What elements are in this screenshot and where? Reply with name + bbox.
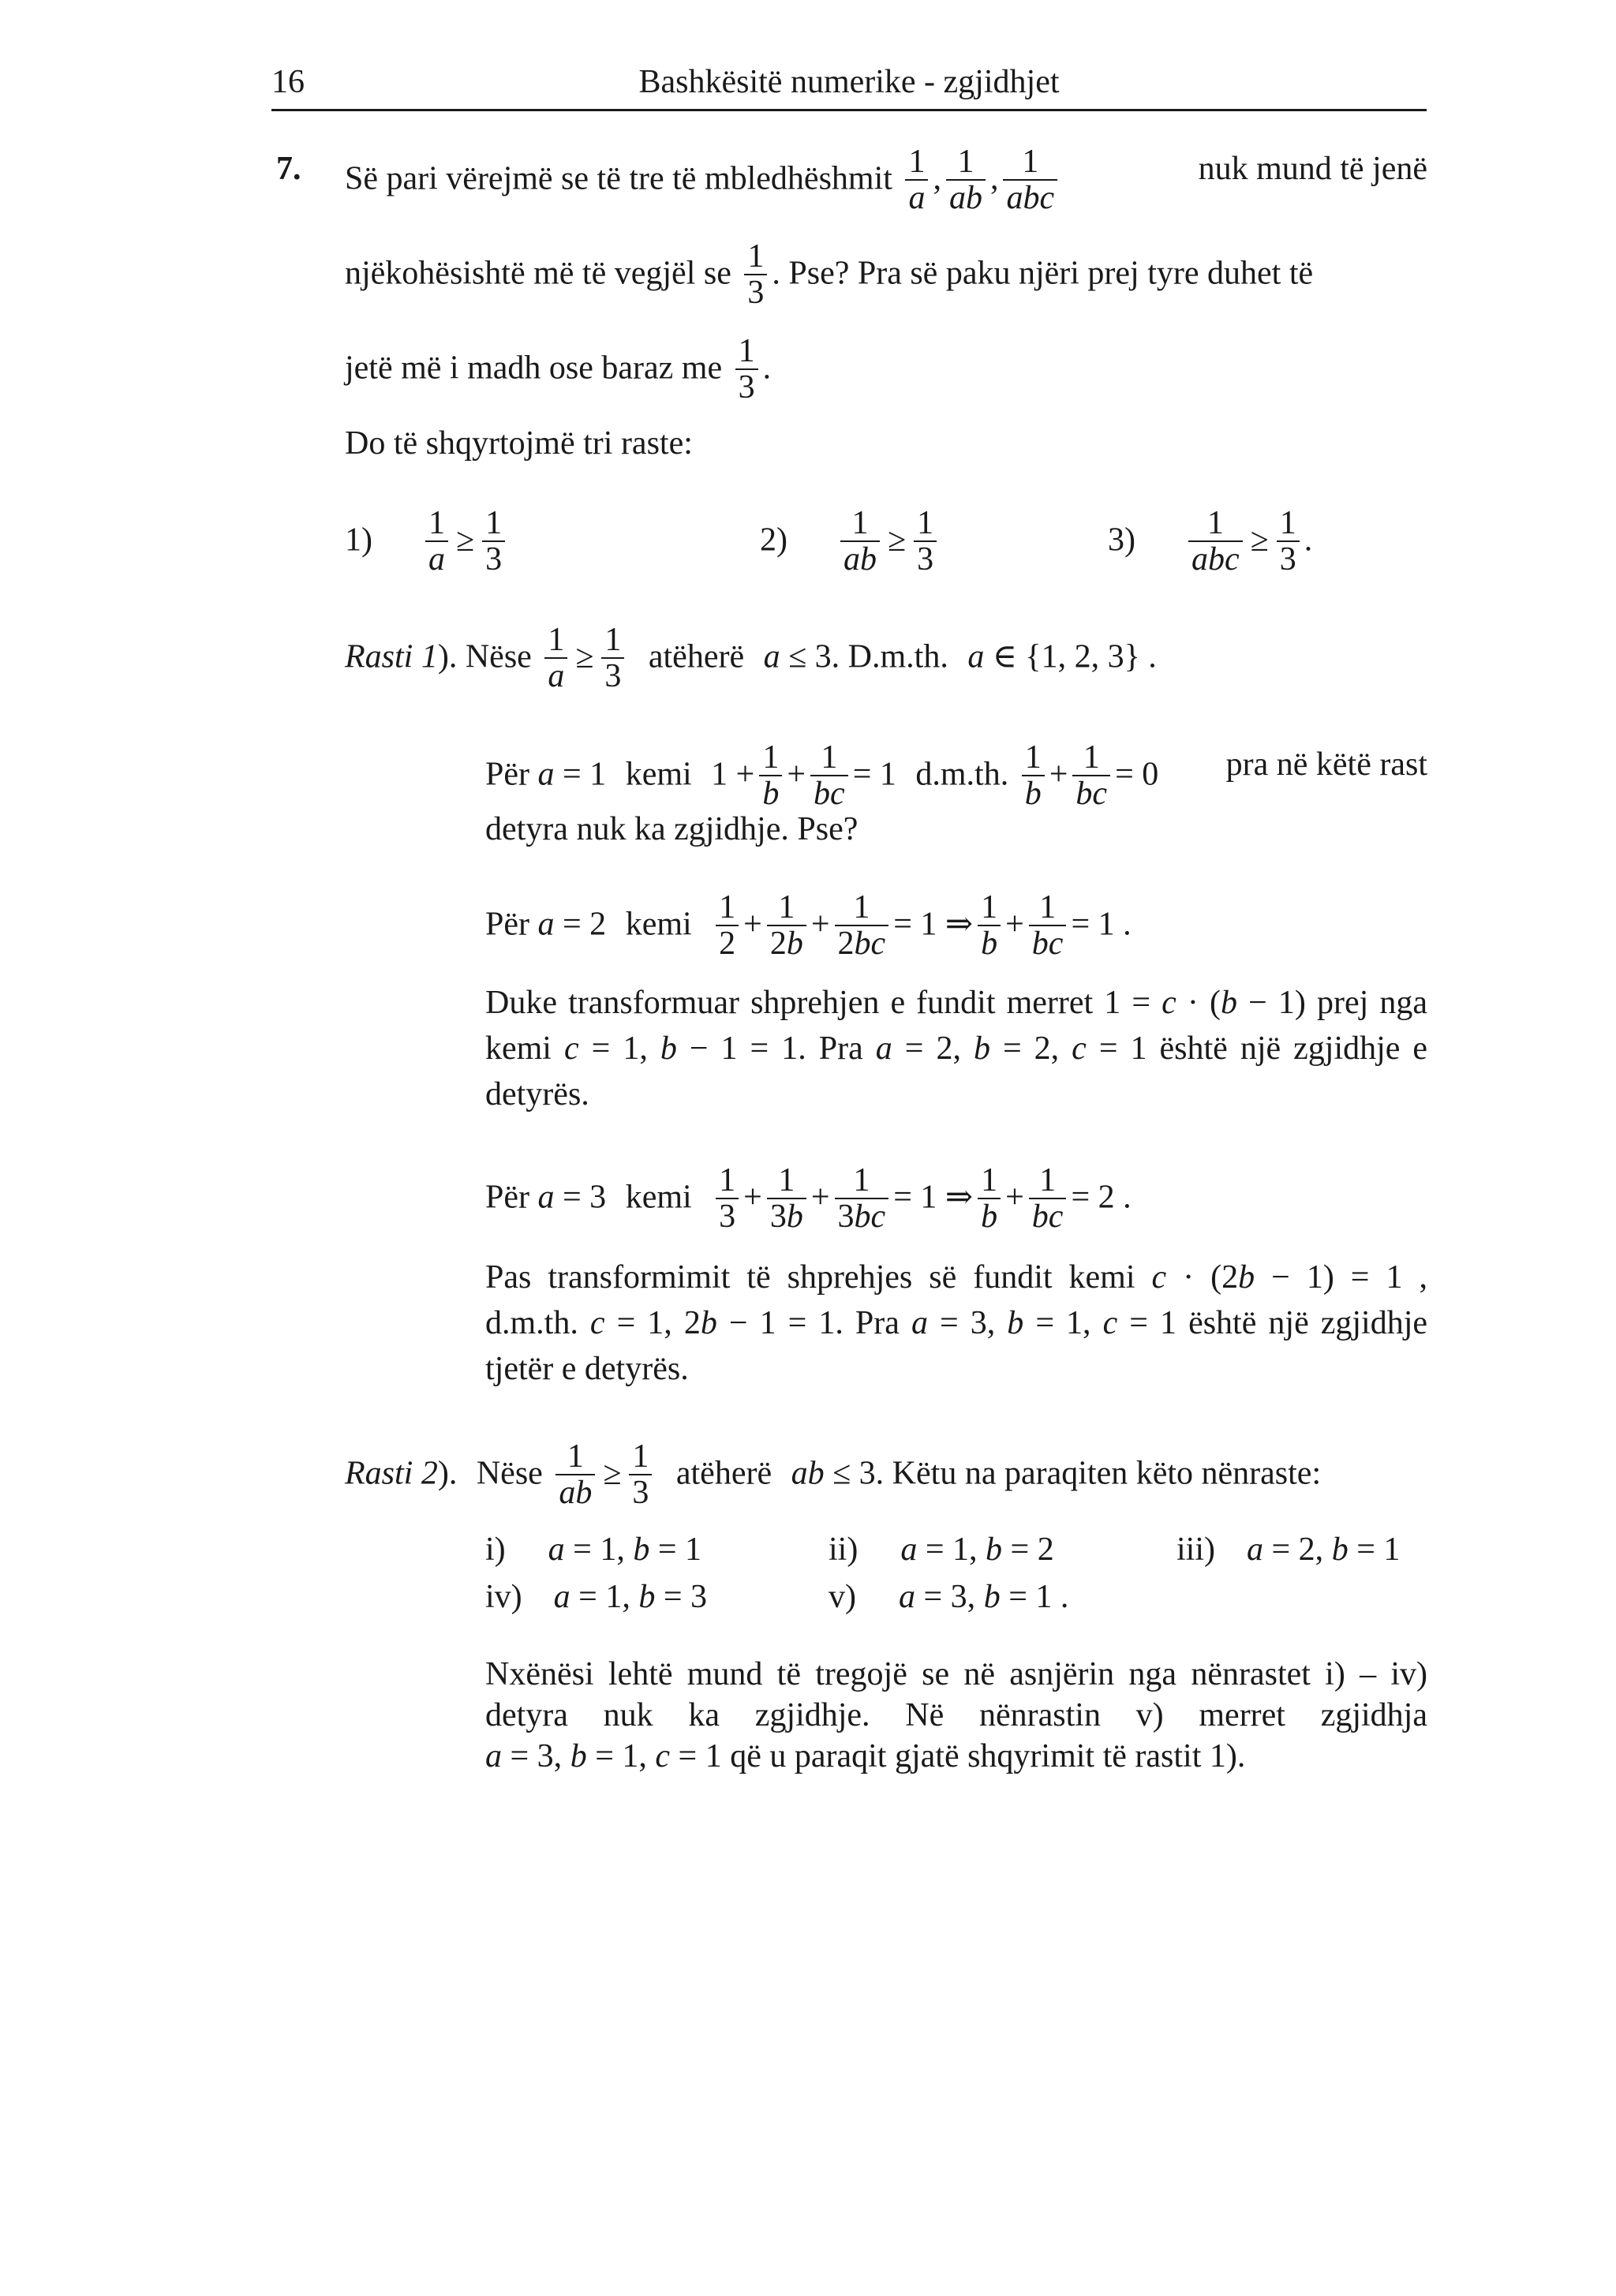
case-a3-line-3: tjetër e detyrës. [485, 1351, 689, 1387]
case-a2-line-3: detyrës. [485, 1076, 589, 1112]
fraction-1-over-ab: $\frac{1}{ab}$ [840, 506, 880, 577]
subcase-v: v) a = 3, b = 1 . [829, 1579, 1069, 1615]
intro-line-3: jetë më i madh ose baraz me $\frac{1}{3}$ . [345, 333, 772, 406]
rasti-2-line: Rasti 2). Nëse $\frac{1}{ab}$ ≥ $\frac{1}{3}$ atëherë ab ≤ 3. Këtu na paraqiten këto nënraste: [345, 1438, 1322, 1511]
fraction-1-over-3: $\frac{1}{3}$ [482, 506, 505, 577]
case-a2-line: Për a = 2 kemi $\frac{1}{2}$ + $\frac{1}{2b}$ + $\frac{1}{2bc}$ = 1 ⇒ $\frac{1}{b}$ + $\frac{1}{bc}$ = 1 . [485, 889, 1132, 962]
fraction-1-over-a: $\frac{1}{a}$ [905, 144, 928, 215]
case-a3-line: Për a = 3 kemi $\frac{1}{3}$ + $\frac{1}{3b}$ + $\frac{1}{3bc}$ = 1 ⇒ $\frac{1}{b}$ + $\frac{1}{bc}$ = 2 . [485, 1162, 1132, 1235]
problem-number: 7. [276, 151, 301, 187]
intro-line-1: Së pari vërejmë se të tre të mbledhëshmit $\frac{1}{a}$ , $\frac{1}{ab}$ , $\frac{1}{\text{abc}}$ nuk mund të jenë [345, 144, 1427, 216]
fraction-1-over-abc: $\frac{1}{\text{abc}}$ [1003, 144, 1057, 215]
rasti-1-line: Rasti 1). Nëse $\frac{1}{a}$ ≥ $\frac{1}{3}$ atëherë a ≤ 3. D.m.th. a ∈ {1, 2, 3} . [345, 622, 1157, 694]
fraction-1-over-ab: $\frac{1}{ab}$ [556, 1439, 595, 1510]
fraction-1-over-3: $\frac{1}{3}$ [601, 623, 624, 694]
subcase-ii: ii) a = 1, b = 2 [829, 1531, 1054, 1568]
fraction-1-over-a: $\frac{1}{a}$ [425, 506, 448, 577]
running-title: Bashkësitë numerike - zgjidhjet [638, 64, 1060, 100]
subcase-iii: iii) a = 2, b = 1 [1176, 1531, 1401, 1568]
rasti-1-label: Rasti 1 [345, 638, 438, 675]
case-label: 3) [1108, 522, 1135, 559]
case-3: 3) $\frac{1}{\text{abc}}$ ≥ $\frac{1}{3}$ . [1108, 505, 1313, 578]
intro-line-4: Do të shqyrtojmë tri raste: [345, 425, 693, 462]
case-a3-explanation: Pas transformimit të shprehjes së fundit kemi c · (2b − 1) = 1 , d.m.th. c = 1, 2b − 1 = 1. Pra a = 3, b = 1, c = 1 është një zgjidhje [485, 1259, 1428, 1341]
final-paragraph-line-2: detyra nuk ka zgjidhje. Në nënrastin v) merret zgjidhja [485, 1697, 1427, 1733]
intro-text-2b: . Pse? Pra së paku njëri prej tyre duhet të [772, 255, 1314, 292]
case-a1-line-2: detyra nuk ka zgjidhje. Pse? [485, 811, 858, 847]
case-1: 1) $\frac{1}{a}$ ≥ $\frac{1}{3}$ [345, 507, 510, 578]
fraction-1-over-abc: $\frac{1}{\text{abc}}$ [1188, 506, 1243, 577]
page-number: 16 [271, 64, 305, 100]
fraction-1-over-3: $\frac{1}{3}$ [914, 506, 937, 577]
intro-text-2a: njëkohësishtë më të vegjël se [345, 255, 731, 292]
fraction-1-over-3: $\frac{1}{3}$ [629, 1439, 652, 1510]
case-a1-line: Për a = 1 kemi 1 + $\frac{1}{b}$ + $\frac{1}{bc}$ = 1 d.m.th. $\frac{1}{b}$ + $\frac{1}{bc}$ = 0 pra në këtë rast [485, 739, 1427, 812]
fraction-1-over-3: $\frac{1}{3}$ [735, 334, 758, 405]
final-paragraph-line-3: a = 3, b = 1, c = 1 që u paraqit gjatë shqyrimit të rastit 1). [485, 1738, 1246, 1774]
intro-text-1a: Së pari vërejmë se të tre të mbledhëshmit [345, 160, 892, 197]
case-label: 1) [345, 522, 372, 559]
case-2: 2) $\frac{1}{ab}$ ≥ $\frac{1}{3}$ [760, 507, 941, 578]
case-a2-explanation: Duke transformuar shprehjen e fundit merret 1 = c · (b − 1) prej nga kemi c = 1, b − 1 = 1. Pra a = 2, b = 2, c = 1 është një zgjidhje e [485, 985, 1428, 1067]
intro-text-1b: nuk mund të jenë [1198, 151, 1427, 187]
case-label: 2) [760, 522, 787, 559]
fraction-1-over-a: $\frac{1}{a}$ [544, 623, 567, 694]
fraction-1-over-3: $\frac{1}{3}$ [744, 239, 767, 310]
fraction-1-over-3: $\frac{1}{3}$ [1277, 506, 1300, 577]
page-header [271, 63, 1427, 111]
subcase-iv: iv) a = 1, b = 3 [485, 1579, 708, 1615]
fraction-1-over-ab: $\frac{1}{ab}$ [946, 144, 986, 215]
rasti-2-label: Rasti 2 [345, 1455, 438, 1492]
intro-text-3: jetë më i madh ose baraz me [345, 350, 723, 387]
intro-line-2 [345, 238, 1314, 312]
final-paragraph-line-1: Nxënësi lehtë mund të tregojë se në asnjërin nga nënrastet i) – iv) [485, 1656, 1427, 1692]
subcase-i: i) a = 1, b = 1 [485, 1531, 702, 1568]
